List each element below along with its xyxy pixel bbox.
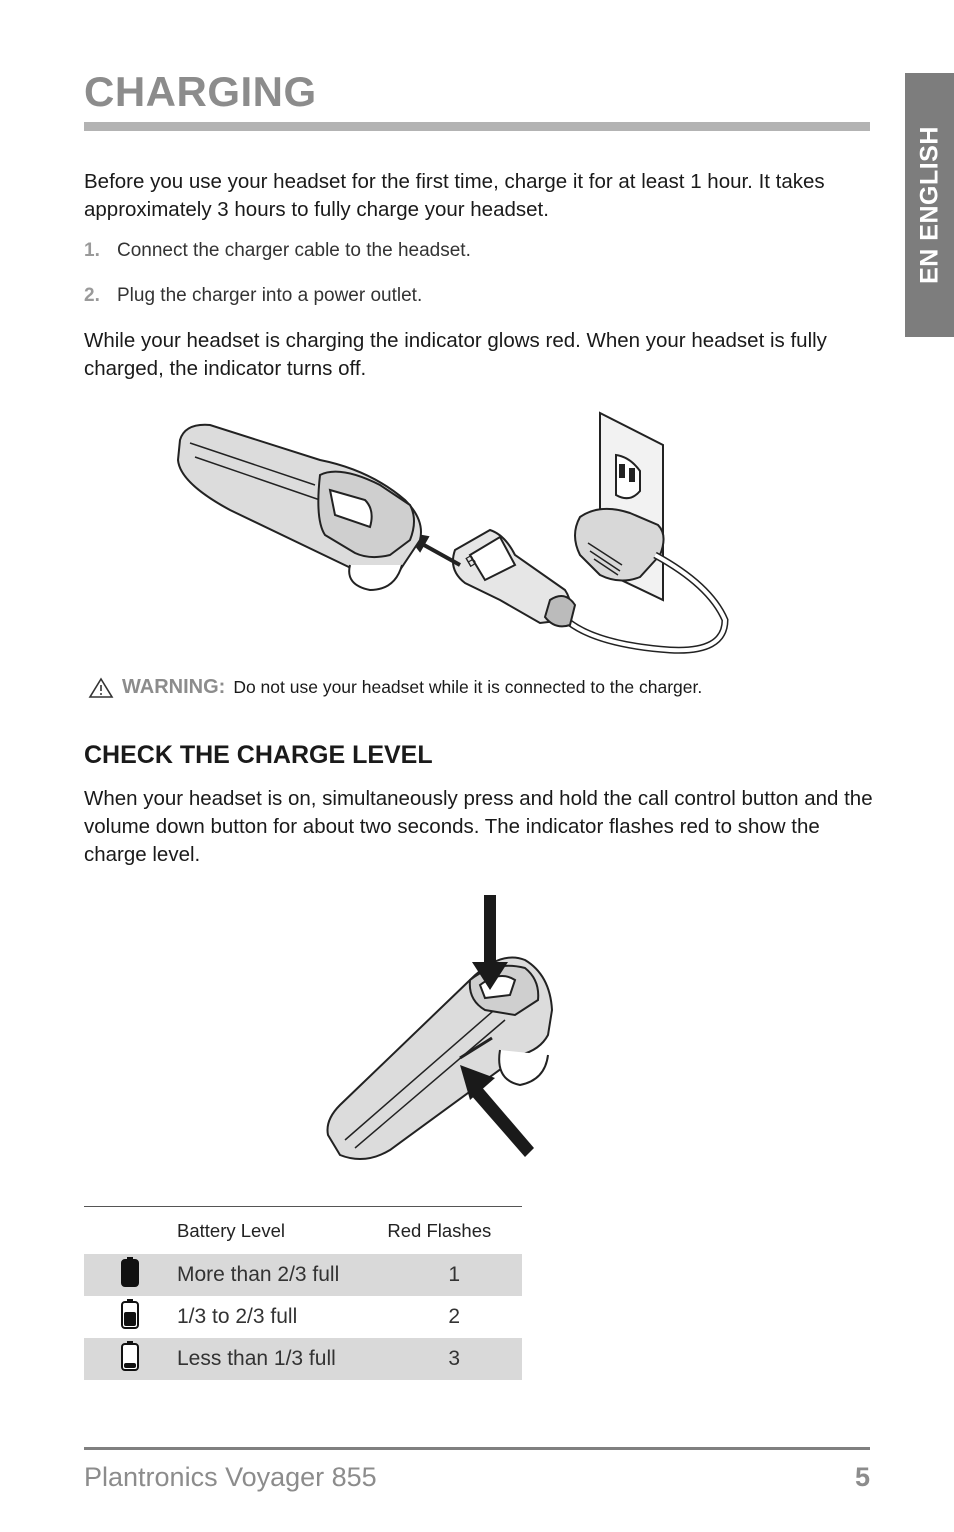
language-tab-label: EN ENGLISH: [915, 126, 943, 284]
charging-note: While your headset is charging the indicator glows red. When your headset is fully charged, the indicator turns off.: [84, 329, 827, 380]
step-1: [84, 240, 471, 262]
step-2: [84, 285, 422, 307]
warning-icon: [88, 677, 114, 699]
language-tab: [905, 73, 954, 337]
step-1-text: Connect the charger cable to the headset.: [117, 240, 471, 261]
battery-two-thirds-icon: [120, 1298, 140, 1330]
button-press-illustration: [320, 890, 560, 1170]
warning-notice: [88, 676, 702, 699]
table-row: [84, 1296, 522, 1338]
table-row: [84, 1254, 522, 1296]
battery-level-cell: 1/3 to 2/3 full: [177, 1305, 298, 1328]
header-red-flashes: Red Flashes: [387, 1219, 492, 1241]
table-row: [84, 1338, 522, 1380]
charge-level-table: [84, 1206, 522, 1380]
charging-illustration: [170, 405, 740, 660]
charge-level-paragraph: When your headset is on, simultaneously press and hold the call control button and the volume down button for about two seconds. The indicator flashes red to show the charge level.: [84, 787, 873, 866]
red-flashes-cell: 1: [386, 1254, 522, 1296]
connector-b-label: B: [463, 552, 480, 572]
battery-level-cell: More than 2/3 full: [176, 1254, 386, 1296]
step-1-number: 1.: [84, 240, 100, 261]
intro-paragraph: Before you use your headset for the first time, charge it for at least 1 hour. It takes approximately 3 hours to fully charge your headset.: [84, 170, 825, 221]
warning-label: WARNING:: [122, 676, 226, 698]
warning-text: Do not use your headset while it is connected to the charger.: [233, 677, 703, 697]
red-flashes-cell: 3: [386, 1338, 522, 1380]
step-2-text: Plug the charger into a power outlet.: [117, 285, 423, 306]
table-header-row: [84, 1207, 522, 1255]
title-rule: [84, 122, 870, 131]
battery-level-cell: Less than 1/3 full: [176, 1338, 386, 1380]
section-heading: CHECK THE CHARGE LEVEL: [84, 741, 433, 769]
battery-low-icon: [120, 1340, 140, 1372]
page-number: 5: [854, 1462, 870, 1492]
header-battery-level: Battery Level: [177, 1219, 285, 1241]
page-title: CHARGING: [84, 68, 317, 115]
footer-product-name: Plantronics Voyager 855: [84, 1462, 377, 1492]
red-flashes-cell: 2: [448, 1305, 461, 1328]
battery-full-icon: [120, 1256, 140, 1288]
footer-rule: [84, 1447, 870, 1450]
step-2-number: 2.: [84, 285, 100, 306]
header-icon-column: [84, 1207, 176, 1255]
